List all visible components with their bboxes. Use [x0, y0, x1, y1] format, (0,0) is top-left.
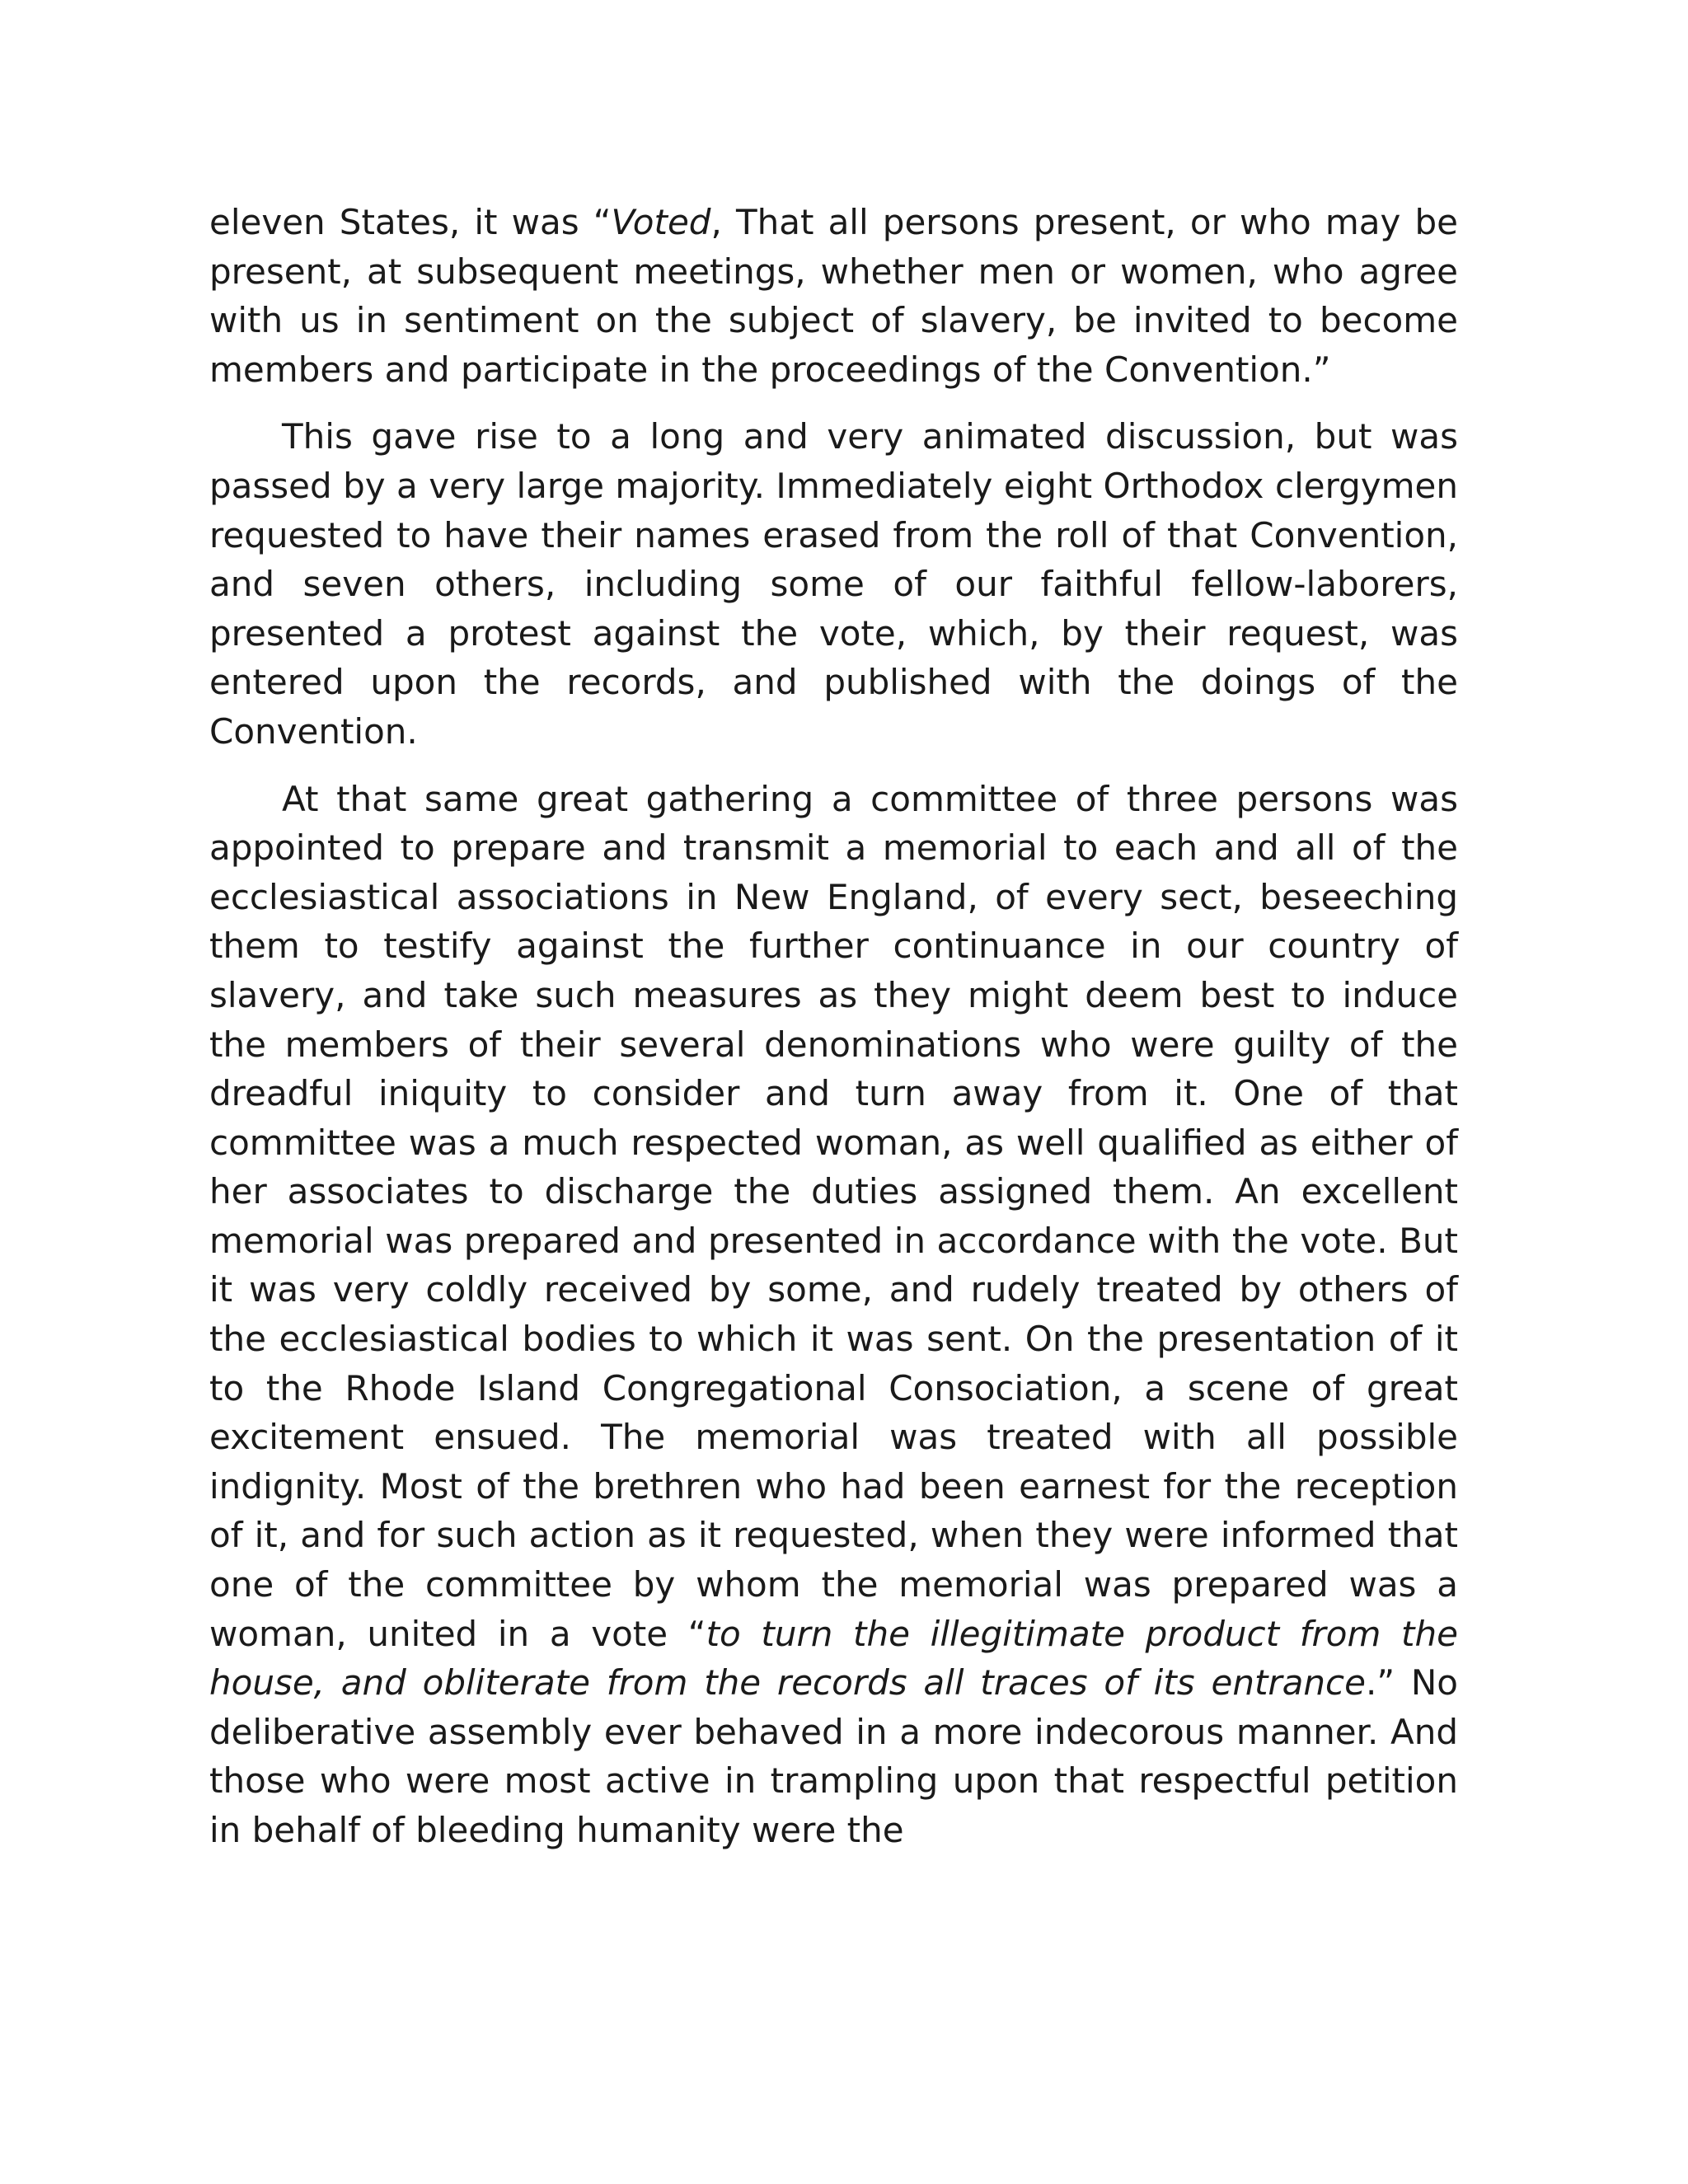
paragraph-2-text: This gave rise to a long and very animated discussion, but was passed by a very large majority. Immediately eight Orthodox clergymen requested to have their names erased from the roll of that Convention, and seven others, including some of our faithful fellow-laborers, presented a protest against the vote, which, by their request, was entered upon the records, and published with the doings of the Convention.: [209, 416, 1458, 752]
paragraph-discussion: [209, 412, 1458, 756]
paragraph-1-italic-voted: Voted: [611, 202, 711, 242]
paragraph-3-text-a: At that same great gathering a committee of three persons was appointed to prepare and transmit a memorial to each and all of the ecclesiastical associations in New England, of every sect, beseeching them to testify against the further continuance in our country of slavery, and take such measures as they might deem best to induce the members of their several denominations who were guilty of the dreadful iniquity to consider and turn away from it. One of that committee was a much respected woman, as well qualified as either of her associates to discharge the duties assigned them. An excellent memorial was prepared and presented in accordance with the vote. But it was very coldly received by some, and rudely treated by others of the ecclesiastical bodies to which it was sent. On the presentation of it to the Rhode Island Congregational Consociation, a scene of great excitement ensued. The memorial was treated with all possible indignity. Most of the brethren who had been earnest for the reception of it, and for such action as it requested, when they were informed that one of the committee by whom the memorial was prepared was a woman, united in a vote “: [209, 778, 1458, 1654]
document-page: [209, 198, 1458, 1873]
paragraph-1-text-a: eleven States, it was “: [209, 202, 612, 242]
paragraph-memorial: [209, 775, 1458, 1855]
paragraph-3-text-b: .” No deliberative assembly ever behaved in a more indecorous manner. And those who were most active in trampling upon that respectful petition in behalf of bleeding humanity were the: [209, 1662, 1459, 1850]
paragraph-3-italic-quote: to turn the illegitimate product from the house, and obliterate from the records all traces of its entrance: [209, 1613, 1458, 1704]
paragraph-1-text-b: , That all persons present, or who may be present, at subsequent meetings, whether men or women, who agree with us in sentiment on the subject of slavery, be invited to become members and participate in the proceedings of the Convention.”: [209, 202, 1458, 390]
paragraph-vote-resolution: [209, 198, 1458, 394]
